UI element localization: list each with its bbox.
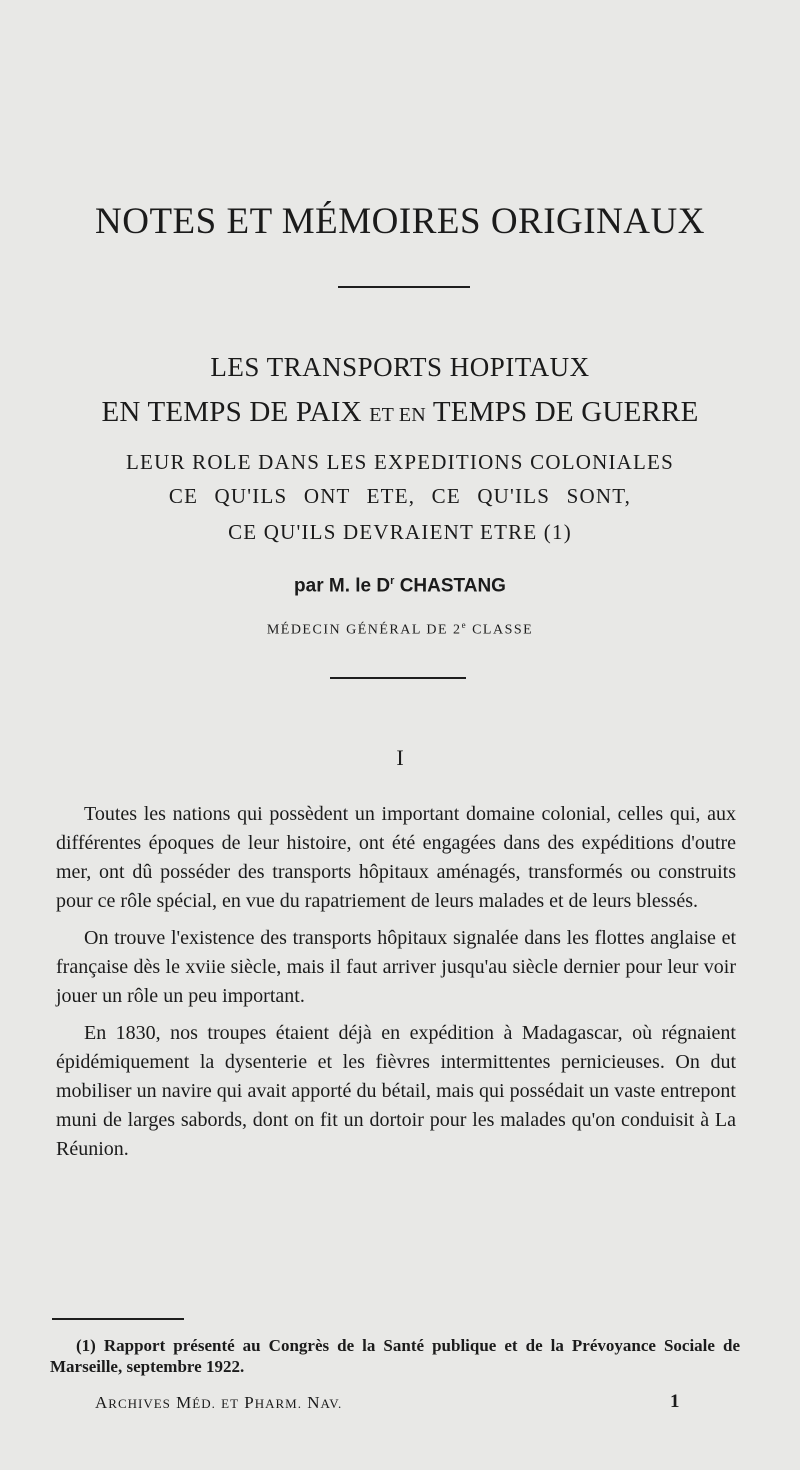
author-title-sup: r bbox=[390, 575, 395, 587]
article-body bbox=[56, 800, 736, 1172]
author-name: CHASTANG bbox=[399, 575, 506, 597]
rank-sup: e bbox=[461, 620, 468, 630]
footer-smallcaps: AV. bbox=[320, 1396, 343, 1411]
body-paragraph: En 1830, nos troupes étaient déjà en expédition à Madagascar, où régnaient épidémiquement la dysenterie et les fièvres intermittentes pernicieuses. On dut mobiliser un navire qui avait apporté du bétail, mais qui possédait un vaste entrepont muni de larges sabords, dont on fit un dortoir pour les malades qu'on conduisit à La Réunion. bbox=[56, 1022, 736, 1160]
footer-smallcaps: RCHIVES bbox=[108, 1396, 171, 1411]
body-paragraph: Toutes les nations qui possèdent un important domaine colonial, celles qui, aux différentes époques de leur histoire, ont été engagées dans des expéditions d'outre mer, ont dû posséder des transports hôpitaux aménagés, transformés ou construits pour ce rôle spécial, en vue du rapatriement de leurs malades et de leurs blessés. bbox=[56, 803, 736, 912]
article-subtitle-line-1: LEUR ROLE DANS LES EXPEDITIONS COLONIALES bbox=[126, 450, 674, 474]
article-title-part-a: EN TEMPS DE PAIX bbox=[101, 396, 362, 428]
footer-smallcaps: ET bbox=[221, 1396, 240, 1411]
journal-section-title: NOTES ET MÉMOIRES ORIGINAUX bbox=[95, 201, 705, 242]
body-paragraph: On trouve l'existence des transports hôpitaux signalée dans les flottes anglaise et française dès le xviie siècle, mais il faut arriver jusqu'au siècle dernier pour leur voir jouer un rôle un peu important. bbox=[56, 927, 736, 1007]
author-divider-rule bbox=[330, 677, 466, 679]
footnote-divider-rule bbox=[52, 1318, 184, 1320]
article-title-part-b: ET EN bbox=[369, 404, 426, 426]
footer-cap: P bbox=[244, 1393, 255, 1412]
footer-cap: N bbox=[307, 1393, 321, 1412]
footer-cap: M bbox=[176, 1393, 193, 1412]
author-rank bbox=[0, 620, 800, 639]
article-title-line-1: LES TRANSPORTS HOPITAUX bbox=[210, 352, 590, 382]
footer-cap: A bbox=[95, 1393, 109, 1412]
author-line bbox=[0, 575, 800, 597]
running-footer bbox=[95, 1393, 342, 1413]
page-number: 1 bbox=[670, 1391, 680, 1412]
footer-smallcaps: HARM. bbox=[254, 1396, 302, 1411]
article-subtitle-line-2: CE QU'ILS ONT ETE, CE QU'ILS SONT, bbox=[168, 484, 632, 508]
article-subtitle-line-3: CE QU'ILS DEVRAIENT ETRE (1) bbox=[228, 520, 572, 544]
rank-suffix: CLASSE bbox=[472, 622, 534, 638]
article-title-part-c: TEMPS DE GUERRE bbox=[432, 396, 699, 428]
title-divider-rule bbox=[338, 286, 470, 288]
section-number: I bbox=[396, 745, 404, 770]
footer-smallcaps: ÉD. bbox=[192, 1396, 216, 1411]
footnote bbox=[50, 1335, 740, 1377]
article-title-line-2 bbox=[0, 396, 800, 429]
rank-prefix: MÉDECIN GÉNÉRAL DE 2 bbox=[266, 622, 462, 638]
footnote-text: (1) Rapport présenté au Congrès de la Santé publique et de la Prévoyance Sociale de Marseille, septembre 1922. bbox=[50, 1336, 740, 1376]
author-prefix: par M. le D bbox=[294, 575, 391, 597]
